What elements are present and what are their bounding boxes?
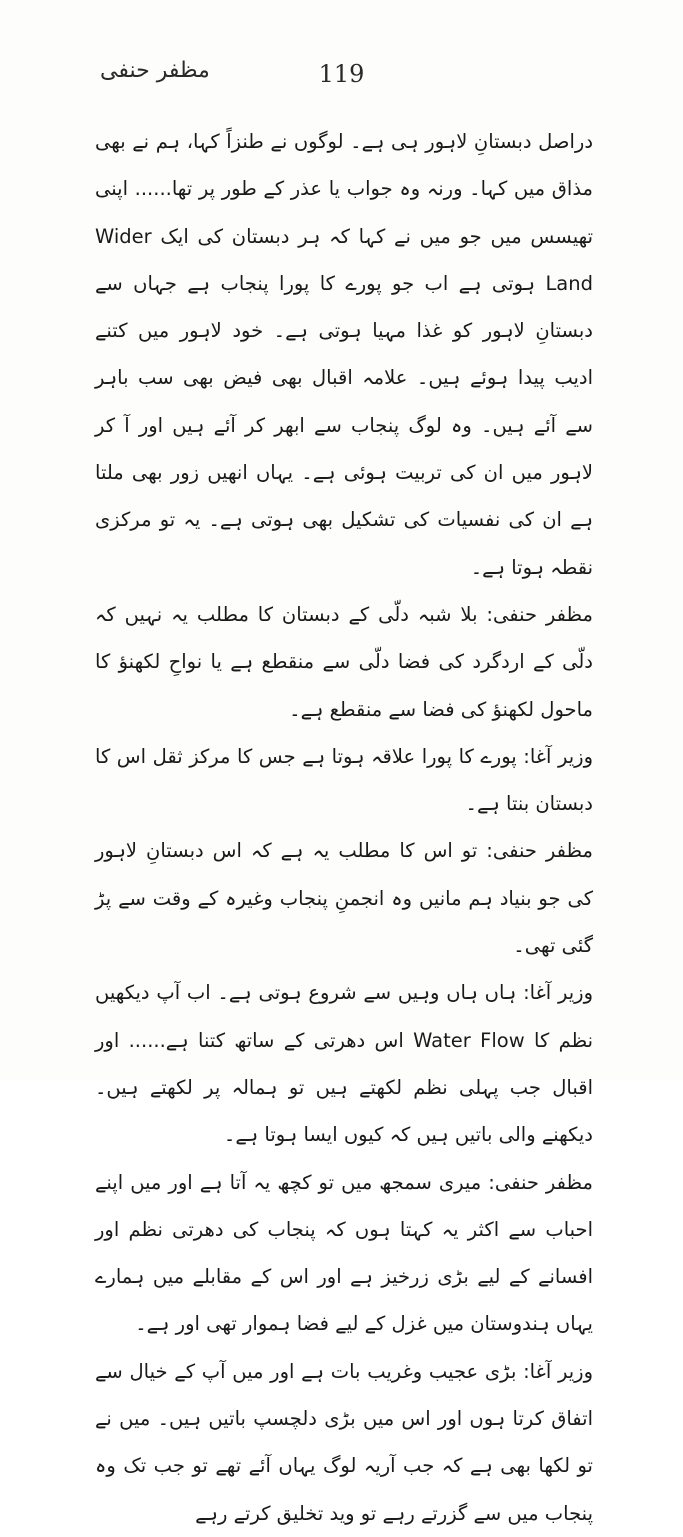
running-head: مظفر حنفی xyxy=(100,58,210,83)
paragraph: وزیر آغا: ہاں ہاں وہیں سے شروع ہوتی ہے۔ اب آپ دیکھیں نظم کا Water Flow اس دھرتی کے ساتھ کتنا ہے...... اور اقبال جب پہلی نظم لکھتے ہیں تو ہمالہ پر لکھتے ہیں۔ دیکھنے والی باتیں ہیں کہ کیوں ایسا ہوتا ہے۔ xyxy=(95,981,593,1147)
paragraph: مظفر حنفی: میری سمجھ میں تو کچھ یہ آتا ہے اور میں اپنے احباب سے اکثر یہ کہتا ہوں کہ پنجاب کی دھرتی نظم اور افسانے کے لیے بڑی زرخیز ہے اور اس کے مقابلے میں ہمارے یہاں ہندوستان میں غزل کے لیے فضا ہموار تھی اور ہے۔ xyxy=(95,1170,593,1336)
paragraph: مظفر حنفی: بلا شبہ دلّی کے دبستان کا مطلب یہ نہیں کہ دلّی کے اردگرد کی فضا دلّی سے منقطع ہے یا نواحِ لکھنؤ کا ماحول لکھنؤ کی فضا سے منقطع ہے۔ xyxy=(95,602,593,721)
paragraph: وزیر آغا: بڑی عجیب وغریب بات ہے اور میں آپ کے خیال سے اتفاق کرتا ہوں اور اس میں بڑی دلچسپ باتیں ہیں۔ میں نے تو لکھا بھی ہے کہ جب آریہ لوگ یہاں آئے تھے تو جب تک وہ پنجاب میں سے گزرتے رہے تو وید تخلیق کرتے رہے xyxy=(95,1359,593,1525)
paragraph: مظفر حنفی: تو اس کا مطلب یہ ہے کہ اس دبستانِ لاہور کی جو بنیاد ہم مانیں وہ انجمنِ پنجاب وغیرہ کے وقت سے پڑ گئی تھی۔ xyxy=(95,839,593,958)
page-number: 119 xyxy=(318,60,365,88)
paragraph: دراصل دبستانِ لاہور ہی ہے۔ لوگوں نے طنزاً کہا، ہم نے بھی مذاق میں کہا۔ ورنہ وہ جواب یا عذر کے طور پر تھا...... اپنی تھیسس میں جو میں نے کہا کہ ہر دبستان کی ایک Wider Land ہوتی ہے اب جو پورے کا پورا پنجاب ہے جہاں سے دبستانِ لاہور کو غذا مہیا ہوتی ہے۔ خود لاہور میں کتنے ادیب پیدا ہوئے ہیں۔ علامہ اقبال بھی فیض بھی سب باہر سے آئے ہیں۔ وہ لوگ پنجاب سے ابھر کر آئے ہیں اور آ کر لاہور میں ان کی تربیت ہوئی ہے۔ یہاں انھیں زور بھی ملتا ہے ان کی نفسیات کی تشکیل بھی ہوتی ہے۔ یہ تو مرکزی نقطہ ہوتا ہے۔ xyxy=(95,130,593,579)
page-header xyxy=(70,58,613,98)
body-text xyxy=(95,118,593,1537)
paragraph: وزیر آغا: پورے کا پورا علاقہ ہوتا ہے جس کا مرکز ثقل اس کا دبستان بنتا ہے۔ xyxy=(95,744,593,816)
